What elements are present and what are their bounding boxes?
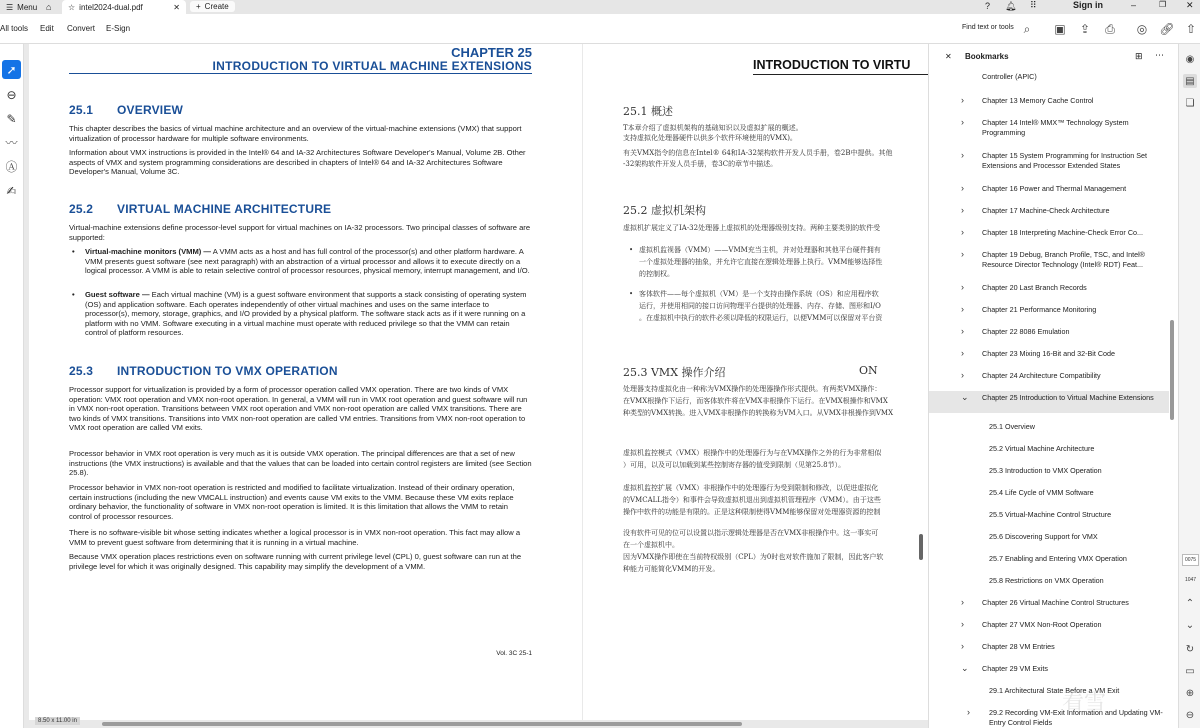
vertical-scrollbar[interactable] (919, 534, 923, 560)
bookmark-label: Chapter 22 8086 Emulation (982, 327, 1070, 336)
zoom-in-icon[interactable]: ⊕ (1185, 687, 1195, 699)
bookmark-label: 29.2 Recording VM-Exit Information and Updating VM-Entry Control Fields (989, 708, 1163, 727)
menu-convert[interactable]: Convert (67, 24, 96, 33)
bullet-term: Virtual-machine monitors (VMM) — (85, 247, 212, 256)
bullet-icon: • (72, 290, 75, 299)
draw-tool-icon[interactable]: 〰 (5, 136, 18, 150)
bullet-icon: • (72, 247, 75, 256)
cn-line: T本章介绍了虚拟机架构的基础知识以及虚拟扩展的概述。 (623, 124, 803, 132)
save-icon[interactable]: ▣ (1054, 22, 1066, 36)
bookmark-subitem[interactable] (929, 442, 1169, 456)
bookmark-subitem[interactable] (929, 508, 1169, 522)
toolbar (0, 14, 1200, 44)
stamp-tool-icon[interactable]: ✍ (6, 183, 17, 198)
bookmark-subitem[interactable] (929, 420, 1169, 434)
home-icon: ⌂ (46, 2, 52, 12)
cn-heading-25-2: 25.2 虚拟机架构 (623, 204, 706, 217)
bookmark-item[interactable] (929, 116, 1169, 138)
bookmark-label: Chapter 23 Mixing 16-Bit and 32-Bit Code (982, 349, 1116, 358)
cn-line: 有关VMX指令的信息在Intel® 64和IA-32架构软件开发人员手册，卷2B中提供。其他 (623, 149, 893, 157)
refresh-icon[interactable]: ↻ (1185, 643, 1195, 655)
bookmark-label: 25.5 Virtual-Machine Control Structure (989, 510, 1112, 519)
plus-icon: + (196, 2, 201, 11)
bookmark-label: Chapter 19 Debug, Branch Profile, TSC, and Intel® Resource Director Technology (Intel® RDT) Feat... (982, 250, 1145, 269)
cn-heading-25-3: 25.3 VMX 操作介绍 (623, 366, 726, 379)
section-heading-25-2 (69, 202, 331, 216)
chevron-right-icon[interactable]: › (961, 95, 964, 105)
page-number-current[interactable]: 0075 (1182, 554, 1199, 566)
pdf-page-english (29, 44, 582, 720)
cn-line: 虚拟机监控扩展（VMX）非根操作中的处理器行为受到限制和修改，以促进虚拟化 (623, 484, 879, 492)
page-view-icon[interactable]: ▭ (1185, 665, 1195, 677)
home-button[interactable] (40, 0, 57, 14)
cn-line: 在一个虚拟机中。 (623, 541, 679, 549)
section-heading-25-1 (69, 103, 183, 117)
bookmark-item[interactable] (929, 369, 1169, 383)
cn-line: 支持虚拟化处理器硬件以供多个软件环境使用的VMX)。 (623, 134, 797, 142)
notification-icon[interactable]: 🔔︎ (1005, 1, 1017, 11)
bookmark-label: Chapter 27 VMX Non-Root Operation (982, 620, 1102, 629)
bookmark-item[interactable] (929, 662, 1169, 676)
comment-icon[interactable]: ◉ (1185, 53, 1195, 65)
paragraph: Virtual-machine extensions define processor-level support for virtual machines on IA-32 processors. Two principal classes of software are supported: (69, 223, 531, 242)
chevron-right-icon[interactable]: › (961, 304, 964, 314)
bullet-item-vmm (72, 247, 532, 276)
section-number: 25.3 (69, 364, 94, 378)
paragraph: Information about VMX instructions is provided in the Intel® 64 and IA-32 Architectures Software Developer's Manual, Volume 2B. Other aspects of VMX and system programming considerations are described in chapters of Intel® 64 and IA-32 Architectures Software Developer's Manual, Volume 3C. (69, 148, 526, 177)
section-title: INTRODUCTION TO VMX OPERATION (117, 364, 338, 378)
chevron-right-icon[interactable]: › (961, 227, 964, 237)
chevron-right-icon[interactable]: › (961, 117, 964, 127)
menu-button[interactable] (0, 0, 43, 14)
section-title: VIRTUAL MACHINE ARCHITECTURE (117, 202, 332, 216)
running-header: INTRODUCTION TO VIRTU (753, 58, 911, 72)
bookmark-subitem[interactable] (929, 464, 1169, 478)
zoom-out-icon[interactable]: ⊖ (1185, 709, 1195, 721)
highlight-tool-icon[interactable]: ✎ (6, 111, 17, 126)
menu-edit[interactable]: Edit (40, 24, 54, 33)
print-icon[interactable]: ⎙ (1105, 21, 1115, 36)
chevron-right-icon[interactable]: › (961, 597, 964, 607)
bullet-text: A VMM acts as a host and has full control of the processor(s) and other platform hardware. A VMM presents guest software (see next paragraph) with an abstraction of a virtual processor and allows it to execute directly on a logical processor. A VMM is able to retain selective control of processor resources, physical memory, interrupt management, and I/O. (85, 247, 530, 276)
bookmark-item[interactable] (929, 347, 1169, 361)
right-rail (1178, 44, 1200, 728)
chapter-rule (69, 73, 532, 74)
chevron-right-icon[interactable]: › (961, 619, 964, 629)
bookmark-label: 25.7 Enabling and Entering VMX Operation (989, 554, 1127, 563)
bookmark-label: Chapter 24 Architecture Compatibility (982, 371, 1101, 380)
sign-in-button[interactable]: Sign in (1073, 0, 1103, 10)
bookmarks-list (929, 70, 1179, 728)
cn-line: 客体软件——每个虚拟机（VM）是一个支持由操作系统（OS）和应用程序软 (639, 290, 879, 298)
chevron-right-icon[interactable]: › (961, 150, 964, 160)
scroll-down-icon[interactable]: ⌄ (1185, 619, 1195, 631)
pages-icon[interactable]: ❏ (1185, 97, 1195, 109)
cn-line: -32架构软件开发人员手册，卷3C的章节中描述。 (623, 160, 778, 168)
bookmark-item[interactable] (929, 391, 1169, 413)
left-tool-rail (0, 44, 24, 728)
bookmark-label: 25.8 Restrictions on VMX Operation (989, 576, 1104, 585)
bullet-text: Each virtual machine (VM) is a guest software environment that supports a stack consisting of operating system (OS) and application software. Each operates independently of other virtual machines and uses on the same interface to processor(s), memory, storage, graphics, and I/O provided by a physical platform. The software stack acts as if it were running on a platform with no VMM. Software executing in a virtual machine must operate with reduced privilege so that the VMM can retain control of platform resources. (85, 290, 527, 338)
cn-bullet-icon: • (629, 246, 634, 254)
bookmark-subitem[interactable] (929, 552, 1169, 566)
bookmark-label: Chapter 16 Power and Thermal Management (982, 184, 1127, 193)
chevron-right-icon[interactable]: › (961, 183, 964, 193)
paragraph: Processor behavior in VMX root operation is very much as it is outside VMX operation. The principal differences are that a set of new instructions (the VMX instructions) is available and that the values that can be loaded into certain control registers are limited (see Section 25.8). (69, 449, 532, 478)
bookmarks-scrollbar[interactable] (1170, 320, 1174, 420)
menu-label: Menu (17, 2, 38, 12)
chevron-right-icon[interactable]: › (961, 282, 964, 292)
chevron-right-icon[interactable]: › (961, 249, 964, 259)
chevron-right-icon[interactable]: › (961, 370, 964, 380)
bookmark-label: 29.1 Architectural State Before a VM Exit (989, 686, 1120, 695)
document-viewer[interactable] (24, 44, 928, 728)
apps-icon[interactable]: ⠿ (1030, 0, 1037, 10)
cn-line: 。在虚拟机中执行的软件必须以降低的权限运行，以便VMM可以保留对平台资 (639, 314, 883, 322)
cn-line: 的控制权。 (639, 270, 674, 278)
section-title: OVERVIEW (117, 103, 184, 117)
header-rule (753, 74, 928, 75)
bookmark-subitem[interactable] (929, 486, 1169, 500)
bullet-term: Guest software — (85, 290, 150, 299)
paragraph: Processor behavior in VMX non-root operation is restricted and modified to facilitate virtualization. Instead of their ordinary operation, certain instructions (including the new VMCALL instruction) and events cause VM exits to the VMM. Because these VM exits replace ordinary behavior, the functionality of software in VMX non-root operation is limited. It is this limitation that allows the VMM to retain control of processor resources. (69, 483, 515, 521)
chevron-right-icon[interactable]: › (967, 707, 970, 717)
bookmark-label: Chapter 20 Last Branch Records (982, 283, 1087, 292)
bookmark-label: Chapter 18 Interpreting Machine-Check Error Co... (982, 228, 1143, 237)
cn-heading-25-1: 25.1 概述 (623, 105, 673, 118)
bookmark-item[interactable] (929, 248, 1169, 270)
bookmark-item[interactable] (929, 182, 1169, 196)
cn-line: 运行，并使用相同的接口访问物理平台提供的处理器、内存、存储、图形和I/O (639, 302, 881, 310)
tab-document[interactable] (62, 0, 186, 14)
bullet-item-guest-software (72, 290, 532, 338)
bookmark-label: Chapter 26 Virtual Machine Control Structures (982, 598, 1129, 607)
bookmark-subitem[interactable] (929, 530, 1169, 544)
chevron-down-icon[interactable]: ⌄ (961, 663, 969, 673)
maximize-icon[interactable]: ❐ (1159, 0, 1167, 9)
paragraph: Because VMX operation places restrictions even on software running with current privilege level (CPL) 0, guest software can run at the privilege level for which it was originally designed. This capability may simplify the development of a VMM. (69, 552, 522, 571)
bookmarks-panel (928, 44, 1178, 728)
select-tool-icon[interactable]: ➚ (2, 60, 21, 79)
bookmark-subitem[interactable] (929, 574, 1169, 588)
bookmark-label: Chapter 17 Machine-Check Architecture (982, 206, 1110, 215)
bookmark-label: Chapter 15 System Programming for Instruction Set Extensions and Processor Extended States (982, 151, 1147, 170)
cn-line: 虚拟机监控模式（VMX）根操作中的处理器行为与在VMX操作之外的行为非常相似 (623, 449, 882, 457)
find-text-or-tools[interactable]: Find text or tools (962, 24, 1014, 31)
bookmark-label: 25.4 Life Cycle of VMM Software (989, 488, 1094, 497)
upload-icon[interactable]: ⇪ (1079, 22, 1091, 36)
menu-icon: ☰ (6, 2, 14, 12)
watermark-logo: 看雪 (1062, 690, 1107, 715)
section-heading-25-3 (69, 364, 338, 378)
minimize-icon[interactable]: – (1131, 0, 1137, 10)
bookmark-item[interactable] (929, 640, 1169, 654)
link-icon[interactable]: 🔗︎ (1159, 22, 1175, 36)
share-icon[interactable]: ⇧ (1185, 22, 1197, 36)
cn-heading-overlay: ON (859, 364, 878, 377)
menu-all-tools[interactable]: All tools (0, 24, 29, 33)
cn-line: 没有软件可见的位可以设置以指示逻辑处理器是否在VMX非根操作中。这一事实可 (623, 529, 879, 537)
paragraph: Processor support for virtualization is provided by a form of processor operation called VMX operation. There are two kinds of VMX operation: VMX root operation and VMX non-root operation. In general, a VMM will run in VMX root operation and guest software will run in VMX non-root operation. Transitions between VMX root operation and VMX non-root operation are called VMX transitions. There are two kinds of VMX transitions. Transitions into VMX non-root operation are called VM entries. Transitions from VMX non-root operation to VMX root operation are called VM exits. (69, 385, 528, 433)
bookmark-label: 25.1 Overview (989, 422, 1035, 431)
bookmark-item[interactable] (929, 303, 1169, 317)
bookmark-label: 25.3 Introduction to VMX Operation (989, 466, 1102, 475)
scroll-up-icon[interactable]: ⌃ (1185, 597, 1195, 609)
bookmark-item[interactable] (929, 94, 1169, 108)
cn-bullet-icon: • (629, 290, 634, 298)
cn-line: 种能力可能简化VMM的开发。 (623, 565, 720, 573)
bookmark-label: Chapter 13 Memory Cache Control (982, 96, 1094, 105)
chevron-right-icon[interactable]: › (961, 641, 964, 651)
page-number-total: 1047 (1184, 577, 1197, 583)
cn-line: 的VMCALL指令）和事件会导致虚拟机退出到虚拟机管理程序（VMM）。由于这些 (623, 496, 881, 504)
create-button[interactable] (190, 1, 235, 12)
chevron-down-icon[interactable]: ⌄ (961, 392, 969, 402)
bookmark-label: 25.2 Virtual Machine Architecture (989, 444, 1095, 453)
bookmark-label: Chapter 25 Introduction to Virtual Machine Extensions (982, 393, 1154, 402)
cn-line: 在VMX根操作下运行，而客体软件将在VMX非根操作下运行。在VMX根操作和VMX (623, 397, 888, 405)
pdf-page-chinese (583, 44, 928, 720)
create-label: Create (204, 2, 229, 11)
bookmark-panel-icon[interactable]: ▤ (1183, 74, 1197, 88)
cn-line: 处理器支持虚拟化由一种称为VMX操作的处理器操作形式提供。有两类VMX操作： (623, 385, 882, 393)
tab-bar (0, 0, 1200, 14)
cn-line: 一个虚拟处理器的抽象，并允许它直接在逻辑处理器上执行。VMM能够选择性 (639, 258, 883, 266)
horizontal-scrollbar[interactable] (24, 720, 928, 728)
zoom-tool-icon[interactable]: ⊖ (6, 87, 17, 102)
menu-esign[interactable]: E-Sign (106, 24, 131, 33)
bookmark-item[interactable] (929, 325, 1169, 339)
ai-assistant-icon[interactable]: ◎ (1136, 22, 1148, 36)
paragraph: This chapter describes the basics of virtual machine architecture and an overview of the virtual-machine extensions (VMX) that support virtualization of processor hardware for multiple software environments. (69, 124, 522, 143)
help-icon[interactable]: ? (985, 1, 991, 11)
bookmark-item[interactable] (929, 70, 1169, 84)
close-panel-icon[interactable]: ✕ (945, 52, 952, 61)
chapter-number: CHAPTER 25 (451, 45, 532, 60)
bookmark-item[interactable] (929, 204, 1169, 218)
tab-title: intel2024-dual.pdf (79, 2, 143, 12)
cn-line: 种类型的VMX转换。进入VMX非根操作的转换称为VM入口。从VMX非根操作到VMX (623, 409, 894, 417)
bookmark-label: 25.6 Discovering Support for VMX (989, 532, 1098, 541)
close-window-icon[interactable]: ✕ (1186, 0, 1194, 10)
search-icon[interactable]: ⌕ (1023, 21, 1031, 36)
bookmarks-header (929, 44, 1179, 70)
bookmark-label: Chapter 28 VM Entries (982, 642, 1055, 651)
close-tab-icon[interactable]: ✕ (173, 2, 180, 12)
bookmark-item[interactable] (929, 149, 1169, 171)
page-size-indicator: 8.50 x 11.00 in (35, 717, 80, 725)
add-bookmark-icon[interactable]: ⊞ (1135, 51, 1143, 61)
bookmark-item[interactable] (929, 596, 1169, 610)
bookmarks-title: Bookmarks (965, 52, 1009, 61)
bookmark-label: Chapter 14 Intel® MMX™ Technology System Programming (982, 118, 1129, 137)
cn-line: 操作中软件的功能是有限的。正是这种限制使得VMM能够保留对处理器资源的控制 (623, 508, 881, 516)
cn-line: 虚拟机扩展定义了IA-32处理器上虚拟机的处理器级别支持。两种主要类别的软件受 (623, 224, 881, 232)
horizontal-scroll-thumb[interactable] (102, 722, 742, 726)
section-number: 25.1 (69, 103, 94, 117)
star-icon: ☆ (68, 2, 76, 12)
chapter-title: INTRODUCTION TO VIRTUAL MACHINE EXTENSIONS (212, 59, 532, 73)
cn-line: 虚拟机监视器（VMM）——VMM充当主机，并对处理器和其他平台硬件拥有 (639, 246, 881, 254)
more-options-icon[interactable]: ⋯ (1155, 50, 1164, 60)
cn-line: 因为VMX操作即使在当前特权级别（CPL）为0时也对软件施加了限制，因此客户软 (623, 553, 884, 561)
bookmark-item[interactable] (929, 618, 1169, 632)
page-footer: Vol. 3C 25-1 (496, 650, 532, 657)
bookmark-label: Controller (APIC) (982, 72, 1037, 81)
bookmark-item[interactable] (929, 281, 1169, 295)
cn-line: ）可用，以及可以加载到某些控制寄存器的值受到限制（见第25.8节）。 (623, 461, 846, 469)
paragraph: There is no software-visible bit whose setting indicates whether a logical processor is in VMX non-root operation. This fact may allow a VMM to prevent guest software from determining that it is running in a virtual machine. (69, 528, 521, 547)
chevron-right-icon[interactable]: › (961, 326, 964, 336)
chevron-right-icon[interactable]: › (961, 348, 964, 358)
chevron-right-icon[interactable]: › (961, 205, 964, 215)
bookmark-subitem[interactable] (929, 684, 1169, 698)
bookmark-label: Chapter 21 Performance Monitoring (982, 305, 1097, 314)
section-number: 25.2 (69, 202, 94, 216)
text-tool-icon[interactable]: Ⓐ (5, 160, 18, 174)
bookmark-label: Chapter 29 VM Exits (982, 664, 1048, 673)
bookmark-item[interactable] (929, 226, 1169, 248)
bookmark-subitem[interactable] (929, 706, 1169, 728)
